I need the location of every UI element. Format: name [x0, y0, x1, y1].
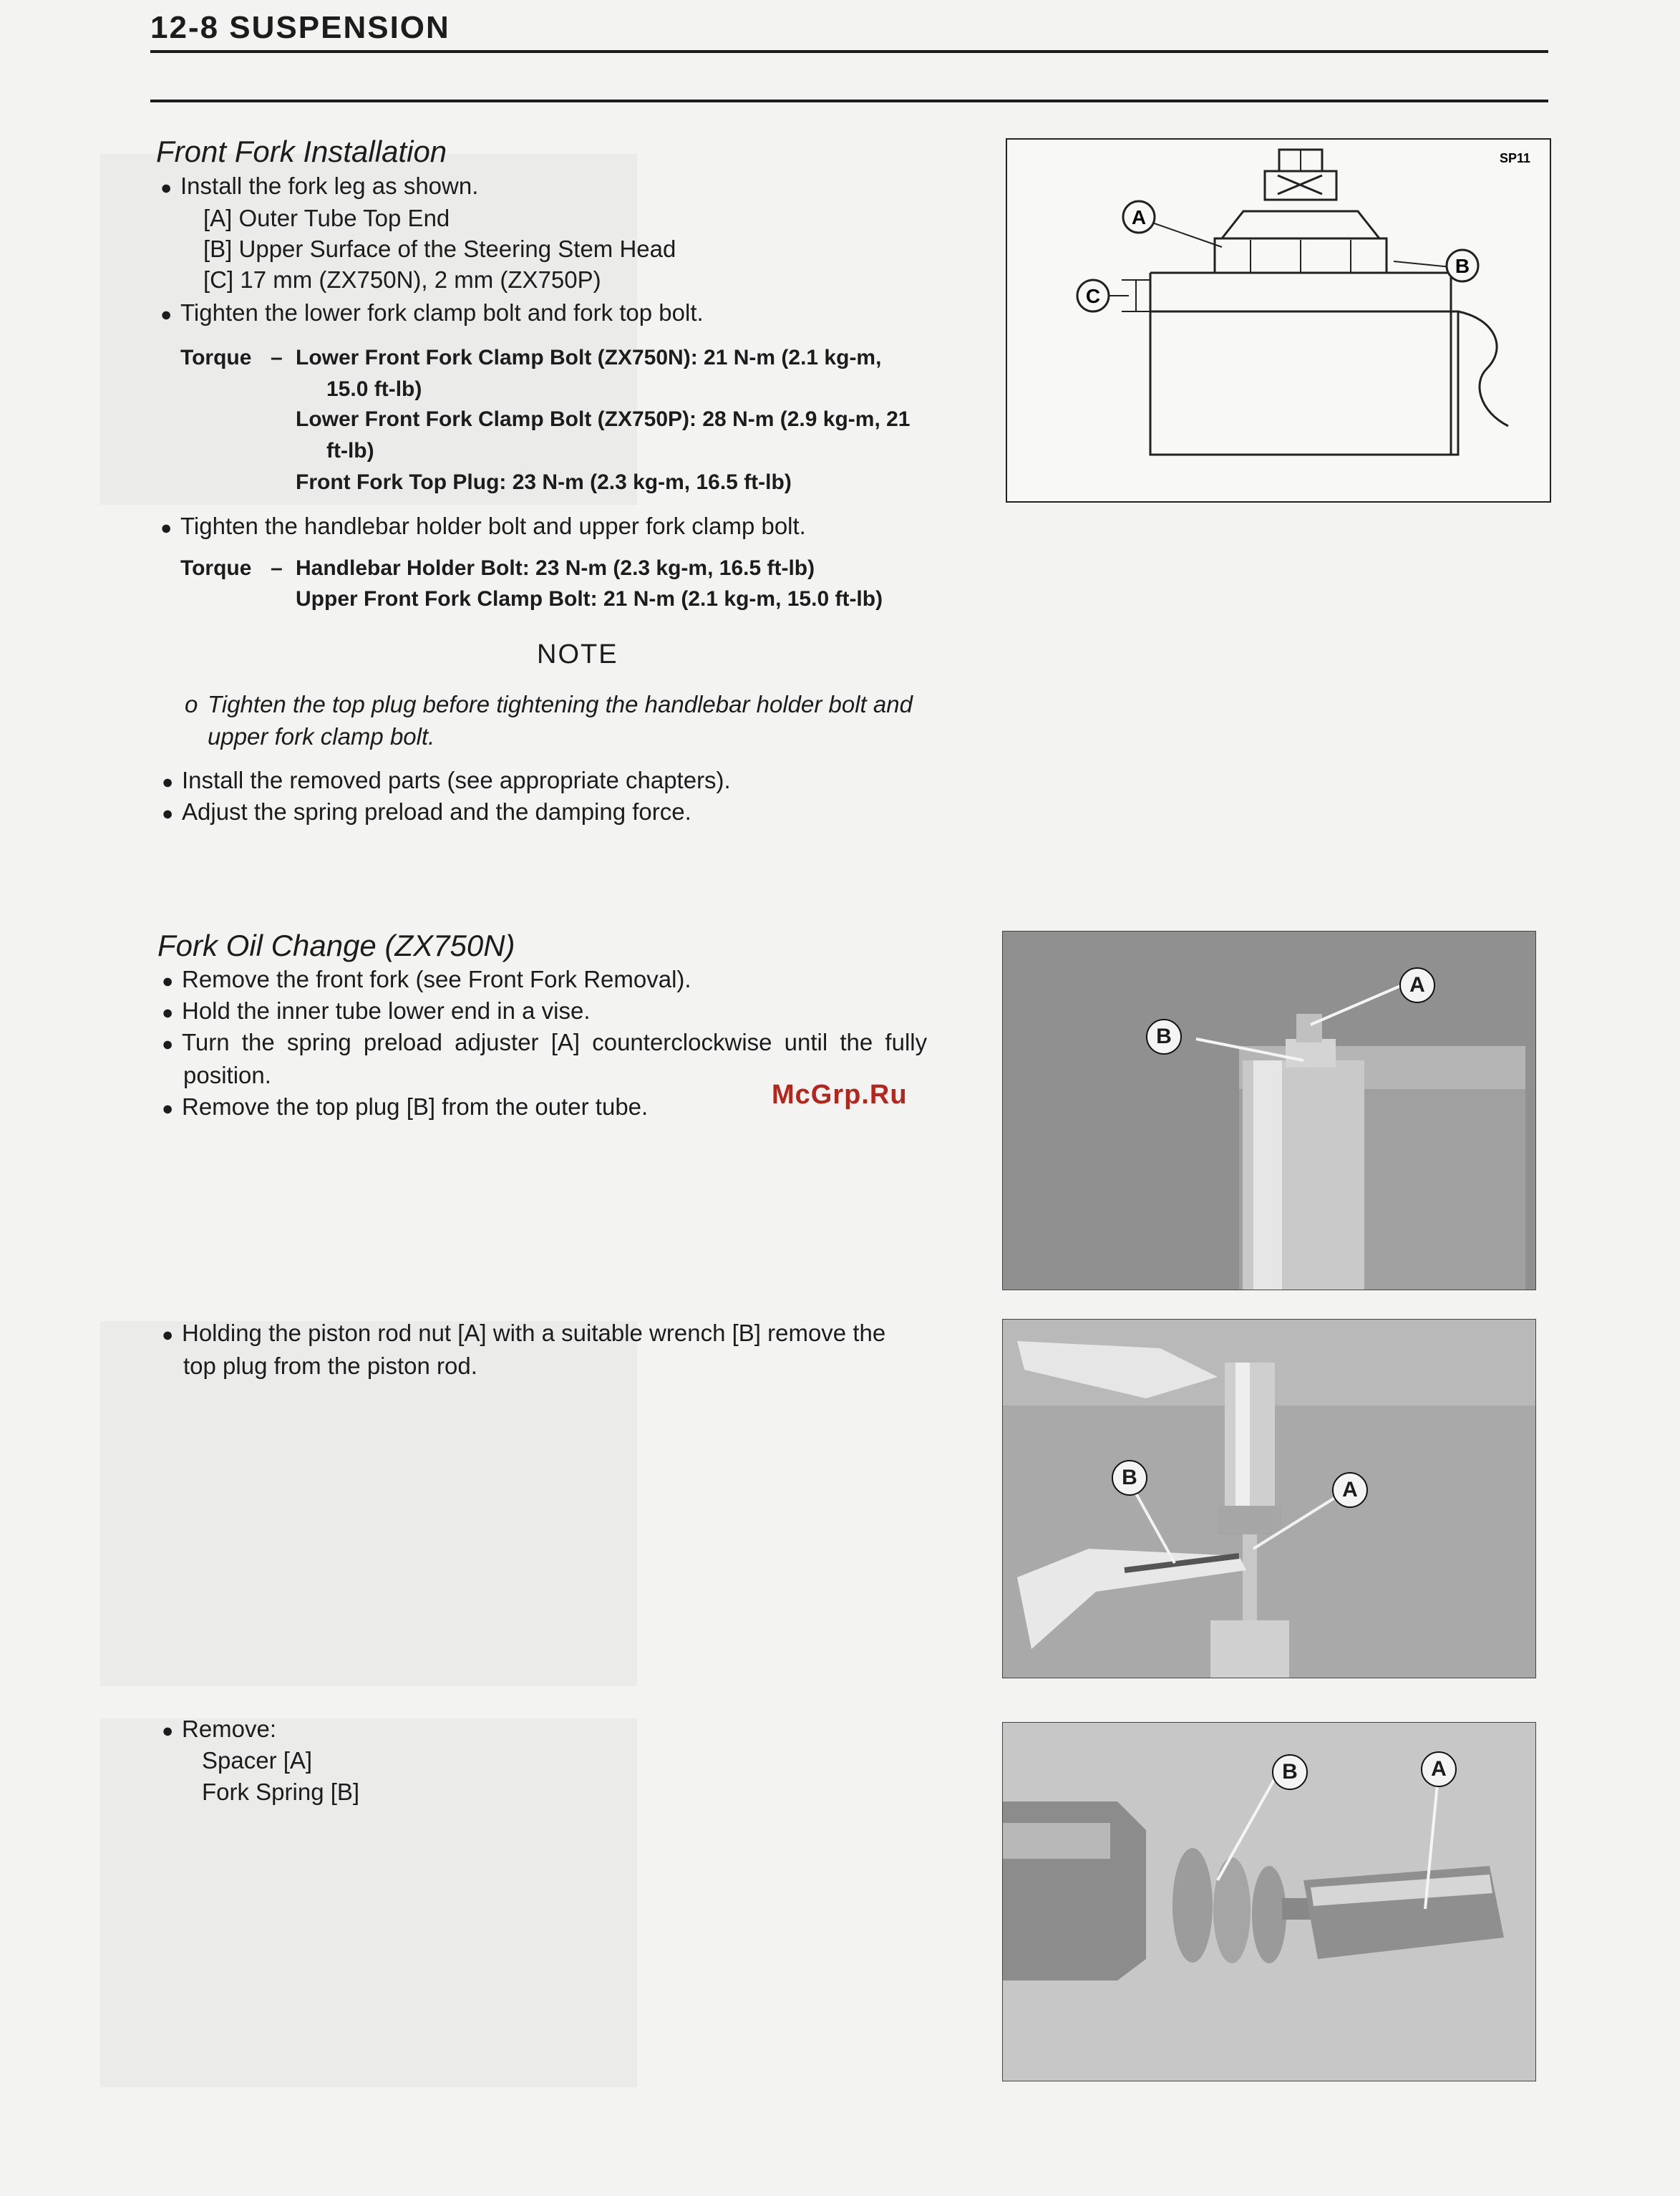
torque-label: Torque: [180, 346, 252, 369]
torque-line-5: Front Fork Top Plug: 23 N-m (2.3 kg-m, 16.5 ft-lb): [296, 470, 792, 494]
torque-label-2: Torque: [180, 556, 252, 580]
section-heading-oil-change: Fork Oil Change (ZX750N): [157, 929, 515, 962]
photo2-svg: [1003, 1320, 1535, 1678]
photo1-svg: [1003, 932, 1535, 1290]
torque-line-3: Lower Front Fork Clamp Bolt (ZX750P): 28 N-m (2.9 kg-m, 21: [296, 407, 911, 431]
photo3-svg: [1003, 1723, 1535, 2081]
photo2-callout-b: B: [1112, 1460, 1147, 1496]
install-step-1: ● Install the fork leg as shown.: [160, 170, 478, 203]
photo-fork-top-plug: [1002, 931, 1536, 1290]
top-plug: [1286, 1039, 1336, 1068]
label-b: [B] Upper Surface of the Steering Stem Head: [203, 236, 676, 262]
oil-step-5: ● Holding the piston rod nut [A] with a suitable wrench [B] remove the: [162, 1317, 885, 1350]
torque-dash: –: [271, 346, 283, 369]
diagram-code: SP11: [1500, 151, 1531, 165]
oil-step-3: ● Turn the spring preload adjuster [A] counterclockwise until the fully: [162, 1027, 927, 1060]
photo-piston-rod-wrench: [1002, 1319, 1536, 1678]
fork-diagram-svg: [1007, 140, 1550, 501]
note-line-2: upper fork clamp bolt.: [208, 723, 435, 750]
oil-step-1: ● Remove the front fork (see Front Fork Removal).: [162, 964, 691, 997]
oil-step-6: ● Remove:: [162, 1713, 276, 1746]
photo3-callout-b: B: [1272, 1754, 1308, 1790]
torque2-line-2: Upper Front Fork Clamp Bolt: 21 N-m (2.1 kg-m, 15.0 ft-lb): [296, 587, 883, 611]
label-a: [A] Outer Tube Top End: [203, 205, 450, 231]
oil-step-3-cont: position.: [183, 1062, 271, 1088]
diagram-callout-c: C: [1085, 285, 1101, 307]
install-step-4: ● Install the removed parts (see appropriate chapters).: [162, 765, 731, 798]
oil-step-2: ● Hold the inner tube lower end in a vise.: [162, 995, 591, 1028]
photo2-callout-a: A: [1332, 1472, 1368, 1508]
preload-adjuster: [1296, 1014, 1322, 1043]
top-nut: [1222, 211, 1379, 238]
install-step-2: ● Tighten the lower fork clamp bolt and fork top bolt.: [160, 297, 704, 330]
spring-coil-3: [1252, 1866, 1286, 1963]
torque-line-4: ft-lb): [326, 439, 374, 463]
photo3-callout-a: A: [1421, 1751, 1457, 1787]
install-step-3: ● Tighten the handlebar holder bolt and upper fork clamp bolt.: [160, 511, 806, 543]
spring-coil-1: [1172, 1848, 1213, 1963]
label-c: [C] 17 mm (ZX750N), 2 mm (ZX750P): [203, 266, 601, 293]
note-circle: o: [185, 691, 198, 717]
remove-item-spacer: Spacer [A]: [202, 1747, 313, 1774]
photo-spacer-spring-removal: [1002, 1722, 1536, 2081]
note-title: NOTE: [537, 639, 618, 669]
photo1-callout-a: A: [1399, 967, 1435, 1003]
install-step-5: ● Adjust the spring preload and the damping force.: [162, 796, 691, 829]
remove-item-spring: Fork Spring [B]: [202, 1779, 360, 1805]
torque-dash-2: –: [271, 556, 283, 580]
header-rule-2: [150, 100, 1548, 102]
steering-stem-head: [1150, 311, 1458, 455]
photo1-callout-b: B: [1146, 1019, 1182, 1055]
oil-step-5-cont: top plug from the piston rod.: [183, 1353, 477, 1379]
ghost-panel: [100, 1718, 637, 2087]
oil-step-4: ● Remove the top plug [B] from the outer tube.: [162, 1091, 648, 1124]
torque2-line-1: Handlebar Holder Bolt: 23 N-m (2.3 kg-m, 16.5 ft-lb): [296, 556, 815, 580]
diagram-callout-a: A: [1131, 206, 1147, 228]
section-heading-installation: Front Fork Installation: [156, 135, 447, 168]
header-rule: [150, 50, 1548, 53]
torque-line-1: Lower Front Fork Clamp Bolt (ZX750N): 21 N-m (2.1 kg-m,: [296, 346, 882, 369]
fork-installation-diagram: [1006, 138, 1551, 503]
note-line-1: Tighten the top plug before tightening the handlebar holder bolt and: [208, 691, 913, 717]
page-title: 12-8 SUSPENSION: [150, 10, 450, 45]
watermark: McGrp.Ru: [772, 1080, 908, 1110]
spring-coil-2: [1213, 1857, 1251, 1963]
torque-line-2: 15.0 ft-lb): [326, 377, 422, 401]
diagram-callout-b: B: [1455, 255, 1470, 277]
